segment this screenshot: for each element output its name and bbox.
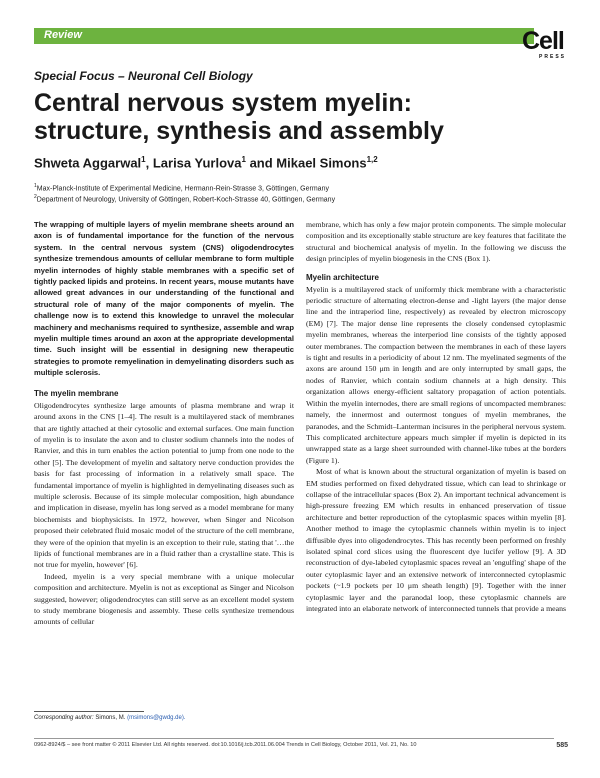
corr-label: Corresponding author: xyxy=(34,715,94,721)
left-column xyxy=(34,219,294,628)
logo-sub: PRESS xyxy=(539,54,566,60)
body-paragraph: Myelin is a multilayered stack of uniformly thick membrane with a characteristic periodic structure of alternating electron-dense and -light layers (the major dense line and the intraperiod line, respectively) as revealed by electron microscopy (EM) [7]. The major dense line represents the closely condensed cytoplasmic myelin membranes, whereas the interperiod line consists of the tightly apposed outer membranes. The compaction between the membranes in each of these layers is tight and results in a periodicity of about 12 nm. The myelinated segments of the axons are around 150 μm in length and are only interrupted by small gaps, the nodes of Ranvier, which contain sodium channels at a high density. This organization allows energy-efficient saltatory propagation of action potentials. Within the myelin internodes, there are small regions of uncompacted membranes: namely, the innermost and outermost tongues of myelin membranes, the paranodes, and the Schmidt–Lanterman incisures in the peripheral nervous system. This complicated architecture appears much simpler if myelin is depicted in its unwrapped state as a large sheet surrounded with channel-like tubes at the borders (Figure 1). xyxy=(306,284,566,465)
right-column xyxy=(306,219,566,614)
footer-citation: 0962-8924/$ – see front matter © 2011 Elsevier Ltd. All rights reserved. doi:10.1016/j.tcb.2011.06.004 Trends in Cell Biology, October 2011, Vol. 21, No. 10 xyxy=(34,742,417,748)
affiliation-sup: 1 xyxy=(34,183,37,189)
page-footer xyxy=(34,742,568,748)
author-sup: 1 xyxy=(241,155,246,164)
cell-press-logo xyxy=(522,28,568,66)
special-focus-kicker: Special Focus – Neuronal Cell Biology xyxy=(34,69,253,83)
footnote-rule xyxy=(34,711,144,712)
title-line-2: structure, synthesis and assembly xyxy=(34,117,444,145)
affiliation-text: Department of Neurology, University of Göttingen, Robert-Koch-Strasse 40, Göttingen, Germany xyxy=(36,196,336,204)
footer-rule xyxy=(34,738,554,739)
body-paragraph: Most of what is known about the structural organization of myelin is based on EM studies performed on fixed dehydrated tissue, which can lead to shrinkage or collapse of the intracellular spaces (Box 2). An important technical advancement is high-pressure freezing EM which results in enhanced preservation of tissue architecture and better reproduction of the cytoplasmic spaces within myelin [8]. Another method to image the cytoplasmic channels within myelin is to inject diffusible dyes into oligodendrocytes. This has recently been performed on freshly isolated spinal cord slices using the fluorescent dye lucifer yellow [9]. A 3D reconstruction of dye-labeled cytoplasmic spaces reveal an 'engulfing' shape of the outer cytoplasmic layer and an extensive network of interconnected cytoplasmic pockets (~1.9 pockets per 10 μm sheath length) [9]. Together with the inner cytoplasmic layer and the paranodal loop, these cytoplasmic channels are integrated into an elaborate network of interconnected tunnels that provide a means xyxy=(306,467,567,613)
section-heading: The myelin membrane xyxy=(34,388,119,398)
affiliation-sup: 2 xyxy=(34,194,37,200)
page-number: 585 xyxy=(556,742,568,749)
author-name: Shweta Aggarwal xyxy=(34,155,142,171)
affiliation xyxy=(34,194,335,203)
body-paragraph: Oligodendrocytes synthesize large amounts of plasma membrane and wrap it around axons in the CNS [1–4]. The result is a multilayered stack of membranes that are tightly attached at their cytosolic and external surfaces. One main function of myelin is to insulate the axon and to cluster sodium channels into the nodes of Ranvier, and this in turn enables the action potential to jump from one node to the other [5]. The development of myelin and saltatory nerve conduction provides the basis for fast processing of information in a relatively small space. The fundamental importance of myelin is highlighted in demyelinating diseases such as multiple sclerosis. Because of its simple molecular composition, high abundance and implication in disease, myelin has long served as a model membrane for many biochemists and biophysicists. In 1972, however, when Singer and Nicolson proposed their celebrated fluid mosaic model of the structure of the cell membrane, they were of the opinion that myelin is an exception to their rule, stating that '…the lipids of functional membranes are in a fluid rather than a crystalline state. This is not true for myelin, however' [6]. xyxy=(34,400,295,570)
body-paragraph: membrane, which has only a few major protein components. The simple molecular composition and its exceptionally stable structure are key features that facilitate the structural and biochemical analysis of myelin. In the following we discuss the design principles of myelin biogenesis in the CNS (Box 1). xyxy=(306,220,567,264)
title-line-1: Central nervous system myelin: xyxy=(34,89,412,117)
author-name: Mikael Simons xyxy=(276,155,367,171)
section-tab-label: Review xyxy=(44,29,82,41)
body-paragraph: Indeed, myelin is a very special membrane with a unique molecular composition and architecture. Myelin is not as exceptional as Singer and Nicolson suggested, however; oligodendrocytes can still serve as an excellent model system to study membrane biogenesis and assembly. These cells synthesize tremendous amounts of cellular xyxy=(34,571,294,627)
abstract: The wrapping of multiple layers of myelin membrane sheets around an axon is of fundamental importance for the function of the nervous system. In the central nervous system (CNS) oligodendrocytes synthesize tremendous amounts of cellular membrane to form multiple myelin internodes of highly stable membranes with a specific set of tightly packed lipids and proteins. In recent years, mouse mutants have allowed great advances in our understanding of the functional and structural role of many of the major components of myelin. The challenge now is to extend this knowledge to unravel the molecular machinery and mechanisms required to synthesize, assemble and wrap myelin multiple times around an axon at the appropriate developmental time. Such insight will be essential in designing new therapeutic strategies to promote remyelination in demyelinating disorders such as multiple sclerosis. xyxy=(34,220,294,378)
corr-email-link[interactable]: (msimons@gwdg.de). xyxy=(127,715,186,721)
corresponding-author xyxy=(34,715,186,721)
logo-word: Cell xyxy=(522,27,564,55)
section-tab xyxy=(34,28,534,44)
article-title xyxy=(34,89,554,145)
author-list: Shweta Aggarwal$^1$, Larisa Yurlova$^1$ and Mikael Simons$^{1,2}$ xyxy=(34,155,378,171)
corr-name: Simons, M. xyxy=(95,715,126,721)
author-sup: 1,2 xyxy=(366,155,378,164)
section-heading: Myelin architecture xyxy=(306,272,379,282)
affiliation xyxy=(34,183,329,192)
author-sup: 1 xyxy=(141,155,146,164)
author-name: Larisa Yurlova xyxy=(152,155,242,171)
affiliation-text: Max-Planck-Institute of Experimental Medicine, Hermann-Rein-Strasse 3, Göttingen, Germany xyxy=(36,185,329,193)
